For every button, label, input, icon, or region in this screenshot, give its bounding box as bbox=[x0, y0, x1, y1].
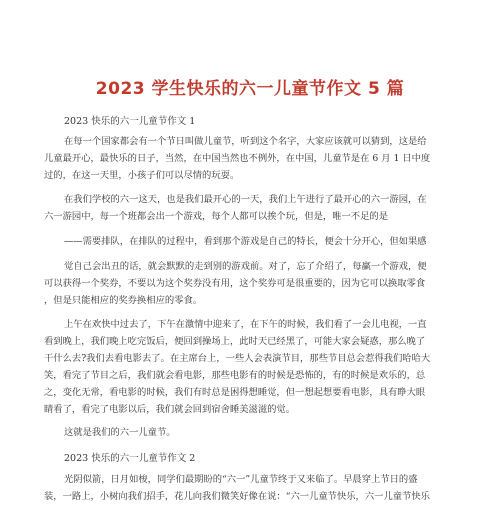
essay1-p2-line1: 在我们学校的六一这天，也是我们最开心的一天，我们上午进行了最开心的六一游园，在 bbox=[64, 194, 427, 205]
essay1-p4-line2: 看到晚上，我们晚上吃完饭后，便回到操场上，此时天已经黑了，可能大家会疑惑，那么晚了 bbox=[44, 336, 426, 347]
essay1-p2-line3: ——需要排队，在排队的过程中，看到那个游戏是自己的特长，便会十分开心，但如果感 bbox=[64, 236, 427, 247]
essay2-heading: 2023 快乐的六一儿童节作文 2 bbox=[64, 453, 196, 464]
essay1-p3-line2: 可以获得一个奖券，不要以为这个奖券没有用，这个奖券可是很重要的，因为它可以换取零食 bbox=[44, 278, 426, 289]
essay2-p1-line1: 光阴似箭，日月如梭，同学们最期盼的“六一”儿童节终于又来临了。早晨穿上节日的盛 bbox=[64, 474, 418, 485]
essay1-p4-line3: 干什么去?我们去看电影去了。在主席台上，一些人会表演节目，那些节目总会惹得我们哈哈大 bbox=[44, 353, 431, 364]
essay1-heading: 2023 快乐的六一儿童节作文 1 bbox=[64, 116, 196, 127]
essay1-p1-line3: 过的，在这一天里，小孩子们可以尽情的玩耍。 bbox=[44, 170, 240, 181]
essay1-p3-line3: ，但是只能相应的奖券换相应的零食。 bbox=[44, 295, 203, 306]
essay1-p4-line1: 上午在欢快中过去了，下午在激情中迎来了，在下午的时候，我们看了一会儿电视，一直 bbox=[64, 319, 427, 330]
essay1-p5: 这就是我们的六一儿童节。 bbox=[64, 427, 176, 438]
essay2-p1-line2: 装，一路上，小树向我们招手，花儿向我们微笑好像在说：“六一儿童节快乐，六一儿童节快乐 bbox=[44, 491, 430, 502]
document-title: 2023 学生快乐的六一儿童节作文 5 篇 bbox=[95, 79, 405, 99]
essay1-p4-line4: 笑，看完了节目之后，我们就会看电影，那些电影有的时候是恐怖的，有的时候是欢乐的，总 bbox=[44, 370, 426, 381]
essay1-p4-line6: 睛看了，看完了电影以后，我们就会回到宿舍睡美滋滋的觉。 bbox=[44, 404, 296, 415]
essay1-p3-line1: 觉自己会出丑的话，就会默默的走到别的游戏前。对了，忘了介绍了，每赢一个游戏，便 bbox=[64, 261, 427, 272]
essay1-p2-line2: 六一游园中，每一个班都会出一个游戏，每个人都可以挨个玩，但是，唯一不足的是 bbox=[44, 211, 388, 222]
essay1-p1-line2: 儿童最开心，最快乐的日子，当然，在中国当然也不例外，在中国，儿童节是在 6 月 1 日中度 bbox=[44, 153, 431, 164]
essay1-p1-line1: 在每一个国家都会有一个节日叫做儿童节，听到这个名字，大家应该就可以猜到，这是给 bbox=[64, 136, 427, 147]
essay1-p4-line5: 之，变化无常，看电影的时候，我们有时总是困得想睡觉，但一想起想要看电影，具有睁大眼 bbox=[44, 387, 426, 398]
